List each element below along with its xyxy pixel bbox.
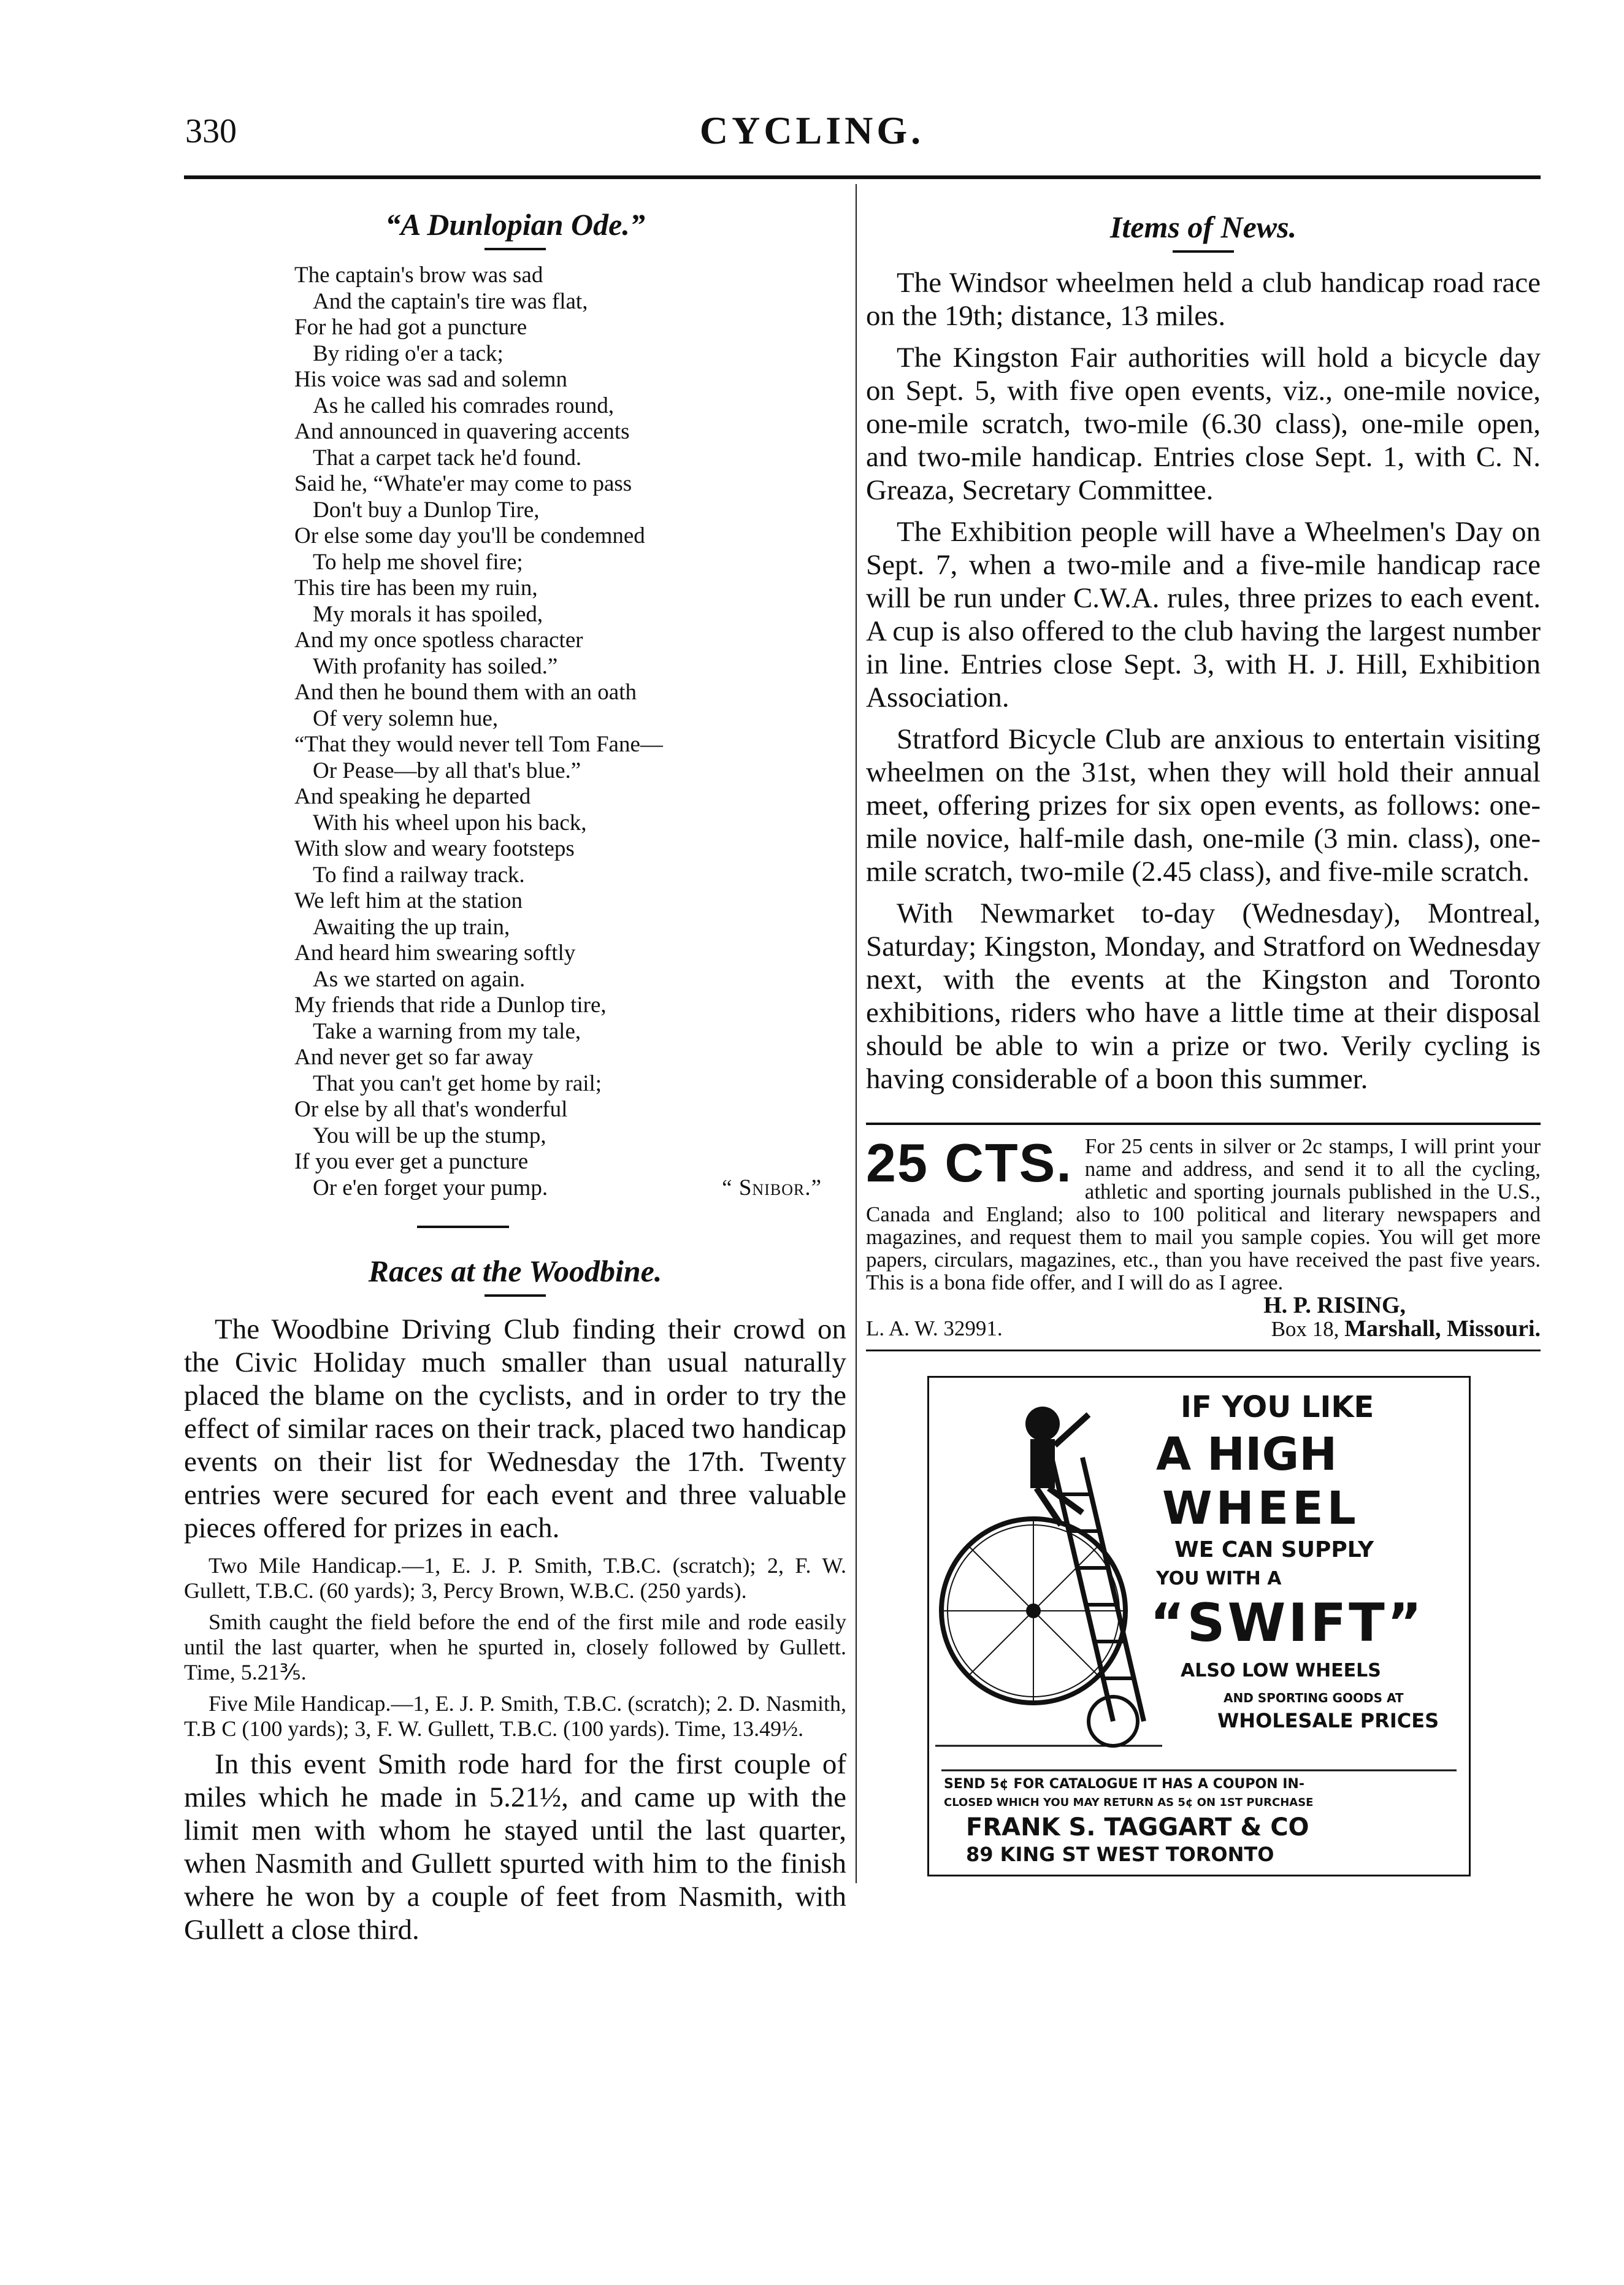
poem-line: And never get so far away [294, 1045, 534, 1070]
ad-address-prefix: Box 18, [1271, 1317, 1339, 1341]
poem-line: My morals it has spoiled, [313, 601, 543, 627]
news-paragraph: Stratford Bicycle Club are anxious to entertain visiting wheelmen on the 31st, when they will hold their annual meet, offering prizes for six open events, as follows: one-mile novice, half-mile dash, one-mile (3 min. class), one-mile scratch, two-mile (2.45 class), and five-mile scratch. [866, 723, 1541, 888]
poem-title-rule [485, 248, 546, 250]
news-paragraph: The Windsor wheelmen held a club handicap road race on the 19th; distance, 13 miles. [866, 267, 1541, 332]
column-divider [856, 184, 857, 1883]
poem-line: My friends that ride a Dunlop tire, [294, 993, 607, 1018]
ad-price-headline: 25 CTS. [866, 1132, 1073, 1193]
poem-line: With slow and weary footsteps [294, 836, 575, 861]
page-title: CYCLING. [699, 109, 925, 152]
poem-line: And speaking he departed [294, 784, 531, 809]
ad-line-also-low-wheels: ALSO LOW WHEELS [1181, 1660, 1381, 1681]
header-rule [184, 175, 1541, 179]
poem-line: This tire has been my ruin, [294, 575, 538, 601]
poem-line: Said he, “Whate'er may come to pass [294, 471, 632, 496]
five-mile-result: Five Mile Handicap.—1, E. J. P. Smith, T.B.C. (scratch); 2. D. Nasmith, T.B C (100 yards); 3, F. W. Gullett, T.B.C. (100 yards). Time, 13.49½. [184, 1691, 846, 1741]
ad-line-address: 89 KING ST WEST TORONTO [966, 1843, 1274, 1866]
poem-line: That you can't get home by rail; [313, 1070, 602, 1096]
ad-line-you-with-a: YOU WITH A [1156, 1568, 1282, 1589]
poem-line: You will be up the stump, [313, 1123, 546, 1148]
two-mile-note: Smith caught the field before the end of the first mile and rode easily until the last quarter, when he spurted in, closely followed by Gullett. Time, 5.21⅗. [184, 1610, 846, 1684]
poem-line: And the captain's tire was flat, [313, 288, 588, 314]
poem-line: To help me shovel fire; [313, 549, 523, 575]
left-column [184, 184, 846, 1955]
ad-line-a-high: A HIGH [1156, 1428, 1338, 1481]
poem-title: “A Dunlopian Ode.” [385, 207, 645, 242]
poem-line: And heard him swearing softly [294, 940, 576, 966]
poem-line: By riding o'er a tack; [313, 340, 504, 366]
ad-line-coupon: CLOSED WHICH YOU MAY RETURN AS 5¢ ON 1ST PURCHASE [944, 1796, 1314, 1809]
poem-line: And then he bound them with an oath [294, 680, 637, 705]
poem [294, 263, 822, 1201]
swift-advertisement [927, 1376, 1471, 1876]
poem-line: And announced in quavering accents [294, 419, 630, 444]
ad-line-send-for-catalogue: SEND 5¢ FOR CATALOGUE IT HAS A COUPON IN- [944, 1776, 1304, 1792]
poem-signature: “ Snibor.” [722, 1175, 822, 1200]
ad-signature-address-row [866, 1317, 1541, 1341]
poem-line: Or e'en forget your pump. [313, 1175, 548, 1200]
poem-line: “That they would never tell Tom Fane— [294, 732, 663, 757]
poem-line: Or Pease—by all that's blue.” [313, 758, 581, 783]
poem-line: That a carpet tack he'd found. [313, 445, 582, 470]
page-number: 330 [185, 112, 237, 150]
poem-line: To find a railway track. [313, 862, 525, 888]
poem-line: With his wheel upon his back, [313, 810, 587, 835]
poem-line: Take a warning from my tale, [313, 1018, 581, 1044]
poem-line: Or else some day you'll be condemned [294, 523, 645, 548]
ad-line-wheel: WHEEL [1162, 1482, 1360, 1535]
ad-line-we-can-supply: WE CAN SUPPLY [1174, 1537, 1374, 1562]
rising-advertisement [866, 1123, 1541, 1351]
poem-line: As he called his comrades round, [313, 393, 615, 418]
poem-line: Awaiting the up train, [313, 914, 510, 940]
ad-line-swift: “SWIFT” [1150, 1592, 1425, 1654]
poem-line: As we started on again. [313, 966, 526, 992]
poem-line: His voice was sad and solemn [294, 367, 567, 392]
ad-body-text: For 25 cents in silver or 2c stamps, I will print your name and address, and send it to all the cycling, athletic and sporting journals published in the U.S., Canada and England; also to 100 political and literary newspapers and magazines, and request them to mail you sample copies. You will get more papers, circulars, magazines, etc., than you have received the past five years. This is a bona fide offer, and I will do as I agree. [866, 1134, 1541, 1294]
news-paragraph: The Kingston Fair authorities will hold a bicycle day on Sept. 5, with five open events, viz., one-mile novice, one-mile scratch, two-mile (6.30 class), one-mile open, and two-mile handicap. Entries close Sept. 1, with C. N. Greaza, Secretary Committee. [866, 342, 1541, 506]
ad-line-wholesale-prices: WHOLESALE PRICES [1217, 1709, 1439, 1732]
ad-membership: L. A. W. 32991. [866, 1316, 1003, 1340]
poem-line: Or else by all that's wonderful [294, 1097, 568, 1122]
races-closing: In this event Smith rode hard for the first couple of miles which he made in 5.21½, and came up with the limit men with whom he stayed until the last quarter, when Nasmith and Gullett spurted with him to the finish where he won by a couple of feet from Nasmith, with Gullett a close third. [184, 1748, 846, 1946]
poem-line: Of very solemn hue, [313, 705, 499, 731]
poem-line: If you ever get a puncture [294, 1149, 529, 1174]
news-paragraph: With Newmarket to-day (Wednesday), Montreal, Saturday; Kingston, Monday, and Stratford on Wednesday next, with the events at the Kingston and Toronto exhibitions, riders who have a little time at their disposal should be able to win a prize or two. Verily cycling is having considerable of a boon this summer. [866, 897, 1541, 1095]
news-title-rule [1173, 250, 1234, 253]
races-intro: The Woodbine Driving Club finding their crowd on the Civic Holiday much smaller than usual naturally placed the blame on the cyclists, and in order to try the effect of similar races on their track, placed two handicap events on their list for Wednesday the 17th. Twenty entries were secured for each event and three valuable pieces offered for prizes in each. [184, 1313, 846, 1544]
races-title-rule [485, 1294, 546, 1297]
poem-line: With profanity has soiled.” [313, 653, 558, 679]
poem-line: And my once spotless character [294, 628, 583, 653]
races-title: Races at the Woodbine. [368, 1254, 662, 1288]
two-mile-result: Two Mile Handicap.—1, E. J. P. Smith, T.B.C. (scratch); 2, F. W. Gullett, T.B.C. (60 yards); 3, Percy Brown, W.B.C. (250 yards). [184, 1553, 846, 1603]
news-title: Items of News. [1109, 210, 1297, 244]
right-column [866, 184, 1541, 1876]
ad-address-city: Marshall, Missouri. [1344, 1316, 1541, 1342]
ad-signature-name-row [866, 1294, 1541, 1317]
ad-line-if-you-like: IF YOU LIKE [1181, 1390, 1374, 1424]
ad-line-frank-taggart: FRANK S. TAGGART & CO [966, 1813, 1309, 1841]
ad-line-sporting-goods: AND SPORTING GOODS AT [1224, 1691, 1404, 1705]
poem-last-line-row [294, 1175, 822, 1202]
poem-line: Don't buy a Dunlop Tire, [313, 497, 540, 523]
news-paragraph: The Exhibition people will have a Wheelmen's Day on Sept. 7, when a two-mile and a five-mile handicap race will be run under C.W.A. rules, three prizes to each event. A cup is also offered to the club having the largest number in line. Entries close Sept. 3, with H. J. Hill, Exhibition Association. [866, 516, 1541, 713]
section-divider [417, 1226, 509, 1228]
poem-line: For he had got a puncture [294, 315, 527, 340]
poem-line: The captain's brow was sad [294, 263, 543, 288]
ad-signature-name: H. P. RISING, [1263, 1292, 1406, 1318]
poem-line: We left him at the station [294, 888, 523, 913]
